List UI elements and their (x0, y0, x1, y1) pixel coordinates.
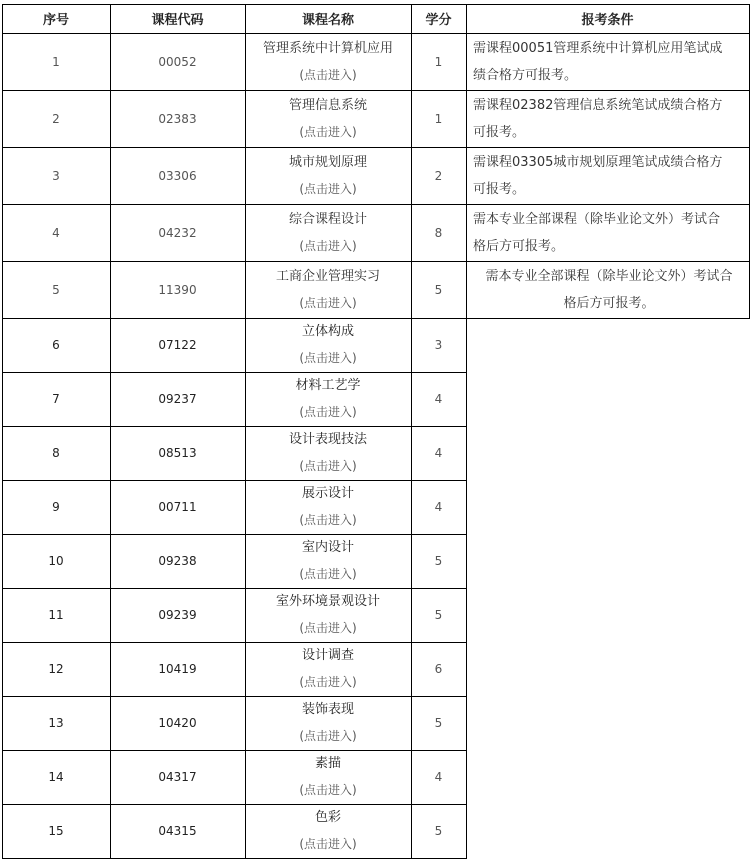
course-code-cell: 08513 (158, 446, 197, 460)
seq-cell: 14 (48, 770, 64, 784)
course-code-cell: 02383 (158, 111, 197, 126)
course-name: 管理信息系统 (288, 97, 367, 113)
course-name-cell (245, 90, 411, 147)
course-name-cell (245, 588, 411, 642)
course-name: 装饰表现 (301, 702, 354, 717)
enter-link[interactable]: (点击进入) (299, 783, 357, 797)
condition-cell: 需本专业全部课程（除毕业论文外）考试合 格后方可报考。 (473, 211, 721, 254)
column-divider (749, 4, 750, 319)
seq-cell: 15 (48, 824, 64, 838)
course-name-cell (245, 147, 411, 204)
seq-cell: 10 (48, 554, 64, 568)
course-code-cell: 11390 (158, 282, 197, 297)
course-name: 工商企业管理实习 (275, 268, 380, 284)
enter-link[interactable]: (点击进入) (299, 621, 357, 635)
credit-cell: 8 (434, 225, 443, 240)
seq-cell: 5 (52, 282, 60, 297)
course-name-cell (245, 426, 411, 480)
course-name-cell (245, 318, 411, 372)
course-name: 室外环境景观设计 (275, 594, 380, 609)
course-name: 素描 (314, 756, 341, 771)
seq-cell: 11 (48, 608, 64, 622)
row-divider (2, 858, 467, 859)
credit-cell: 5 (434, 608, 443, 622)
seq-cell: 8 (52, 446, 60, 460)
seq-cell: 4 (52, 225, 60, 240)
course-code-cell: 09238 (158, 554, 197, 568)
seq-cell: 13 (48, 716, 64, 730)
header-code: 课程代码 (151, 13, 204, 28)
enter-link[interactable]: (点击进入) (299, 837, 357, 851)
seq-cell: 1 (52, 54, 60, 69)
course-name-cell (245, 642, 411, 696)
course-name: 设计表现技法 (288, 432, 367, 447)
header-name: 课程名称 (301, 13, 354, 28)
course-name: 色彩 (314, 810, 341, 825)
credit-cell: 5 (434, 716, 443, 730)
course-name-cell (245, 750, 411, 804)
seq-cell: 2 (52, 111, 60, 126)
seq-cell: 6 (52, 338, 60, 352)
credit-cell: 1 (434, 54, 443, 69)
header-credit: 学分 (425, 13, 452, 28)
credit-cell: 4 (434, 392, 443, 406)
seq-cell: 12 (48, 662, 64, 676)
credit-cell: 1 (434, 111, 443, 126)
course-name-cell (245, 372, 411, 426)
condition-cell: 需课程00051管理系统中计算机应用笔试成 绩合格方可报考。 (473, 40, 723, 83)
course-name: 展示设计 (301, 486, 354, 501)
course-name-cell (245, 534, 411, 588)
seq-cell: 7 (52, 392, 60, 406)
enter-link[interactable]: (点击进入) (299, 238, 357, 253)
course-name: 综合课程设计 (288, 211, 367, 227)
condition-cell: 需本专业全部课程（除毕业论文外）考试合 格后方可报考。 (485, 268, 733, 311)
course-name-cell (245, 804, 411, 858)
credit-cell: 5 (434, 554, 443, 568)
credit-cell: 4 (434, 770, 443, 784)
course-name: 管理系统中计算机应用 (262, 40, 393, 56)
course-code-cell: 04315 (158, 824, 197, 838)
credit-cell: 4 (434, 446, 443, 460)
enter-link[interactable]: (点击进入) (299, 181, 357, 196)
course-code-cell: 09239 (158, 608, 197, 622)
credit-cell: 6 (434, 662, 443, 676)
enter-link[interactable]: (点击进入) (299, 459, 357, 473)
condition-cell: 需课程02382管理信息系统笔试成绩合格方 可报考。 (473, 97, 723, 140)
enter-link[interactable]: (点击进入) (299, 405, 357, 419)
credit-cell: 5 (434, 282, 443, 297)
enter-link[interactable]: (点击进入) (299, 351, 357, 365)
condition-cell: 需课程03305城市规划原理笔试成绩合格方 可报考。 (473, 154, 723, 197)
course-name-cell (245, 204, 411, 261)
course-name-cell (245, 480, 411, 534)
credit-cell: 2 (434, 168, 443, 183)
seq-cell: 9 (52, 500, 60, 514)
course-name: 设计调查 (301, 648, 354, 663)
course-name: 材料工艺学 (295, 378, 361, 393)
course-name: 城市规划原理 (288, 154, 367, 170)
course-name-cell (245, 261, 411, 318)
credit-cell: 4 (434, 500, 443, 514)
course-name-cell (245, 696, 411, 750)
enter-link[interactable]: (点击进入) (299, 124, 357, 139)
enter-link[interactable]: (点击进入) (299, 567, 357, 581)
course-code-cell: 10419 (158, 662, 197, 676)
seq-cell: 3 (52, 168, 60, 183)
header-condition: 报考条件 (581, 13, 634, 28)
enter-link[interactable]: (点击进入) (299, 513, 357, 527)
course-code-cell: 00052 (158, 54, 197, 69)
credit-cell: 3 (434, 338, 443, 352)
header-seq: 序号 (42, 13, 69, 28)
enter-link[interactable]: (点击进入) (299, 729, 357, 743)
course-code-cell: 04232 (158, 225, 197, 240)
credit-cell: 5 (434, 824, 443, 838)
enter-link[interactable]: (点击进入) (299, 67, 357, 82)
course-code-cell: 10420 (158, 716, 197, 730)
course-name-cell (245, 33, 411, 90)
course-code-cell: 09237 (158, 392, 197, 406)
course-code-cell: 07122 (158, 338, 197, 352)
enter-link[interactable]: (点击进入) (299, 295, 357, 310)
course-code-cell: 00711 (158, 500, 197, 514)
course-name: 室内设计 (301, 540, 354, 555)
enter-link[interactable]: (点击进入) (299, 675, 357, 689)
course-code-cell: 03306 (158, 168, 197, 183)
course-name: 立体构成 (301, 324, 354, 339)
course-code-cell: 04317 (158, 770, 197, 784)
